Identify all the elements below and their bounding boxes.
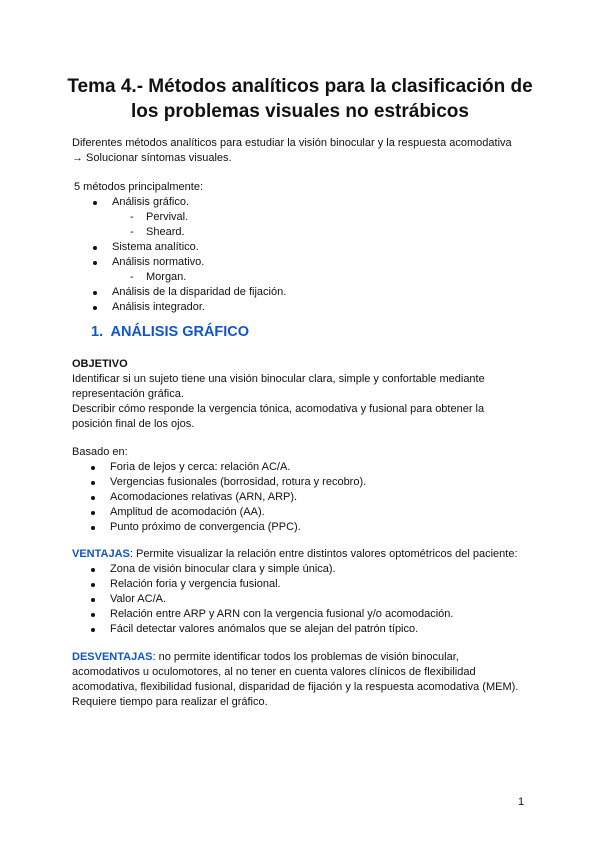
based-on-item: Acomodaciones relativas (ARN, ARP). <box>72 490 552 505</box>
intro-line-2: → Solucionar síntomas visuales. <box>72 152 232 164</box>
disadvantages-line: acomodativos u oculomotores, al no tener en cuenta valores clínicos de flexibilidad <box>72 666 476 678</box>
page-number: 1 <box>518 796 525 808</box>
advantage-item: Valor AC/A. <box>72 592 552 607</box>
based-on-heading: Basado en: <box>72 446 128 458</box>
advantage-item: Fácil detectar valores anómalos que se alejan del patrón típico. <box>72 622 552 637</box>
advantages-section <box>72 547 552 637</box>
disadvantages-intro <box>72 650 552 665</box>
method-item: Análisis normativo. <box>74 255 554 270</box>
title-line-1: Tema 4.- Métodos analíticos para la clasificación de <box>67 76 533 97</box>
section-heading <box>91 324 249 340</box>
based-on-section <box>72 445 552 535</box>
methods-section <box>74 180 554 315</box>
intro-paragraph <box>72 136 552 166</box>
objective-line: representación gráfica. <box>72 388 184 400</box>
section-number: 1. <box>91 324 104 340</box>
based-on-item: Punto próximo de convergencia (PPC). <box>72 520 552 535</box>
disadvantages-label: DESVENTAJAS <box>72 651 153 663</box>
objective-section <box>72 357 552 432</box>
method-item: Sistema analítico. <box>74 240 554 255</box>
objective-line: Describir cómo responde la vergencia tónica, acomodativa y fusional para obtener la <box>72 403 485 415</box>
page-title <box>40 74 560 124</box>
method-subitem: - Sheard. <box>74 225 554 240</box>
title-line-2: los problemas visuales no estrábicos <box>131 101 469 122</box>
disadvantages-line: acomodativa, flexibilidad fusional, disparidad de fijación y la respuesta acomodativa (MEM). <box>72 681 519 693</box>
method-item: Análisis integrador. <box>74 300 554 315</box>
advantages-label: VENTAJAS <box>72 548 130 560</box>
disadvantages-first-line: : no permite identificar todos los problemas de visión binocular, <box>152 651 459 663</box>
advantage-item: Relación entre ARP y ARN con la vergencia fusional y/o acomodación. <box>72 607 552 622</box>
method-item: Análisis gráfico. <box>74 195 554 210</box>
disadvantages-line: Requiere tiempo para realizar el gráfico. <box>72 696 268 708</box>
advantage-item: Relación foria y vergencia fusional. <box>72 577 552 592</box>
method-subitem: - Pervival. <box>74 210 554 225</box>
methods-heading: 5 métodos principalmente: <box>74 181 204 193</box>
advantages-intro <box>72 547 552 562</box>
objective-heading: OBJETIVO <box>72 358 128 370</box>
advantages-text: : Permite visualizar la relación entre distintos valores optométricos del paciente: <box>129 548 518 560</box>
objective-line: posición final de los ojos. <box>72 418 195 430</box>
advantage-item: Zona de visión binocular clara y simple única). <box>72 562 552 577</box>
disadvantages-section <box>72 650 552 710</box>
method-subitem: - Morgan. <box>74 270 554 285</box>
section-title: ANÁLISIS GRÁFICO <box>110 324 250 340</box>
based-on-item: Vergencias fusionales (borrosidad, rotura y recobro). <box>72 475 552 490</box>
objective-line: Identificar si un sujeto tiene una visión binocular clara, simple y confortable mediante <box>72 373 485 385</box>
intro-line-1: Diferentes métodos analíticos para estudiar la visión binocular y la respuesta acomodativa <box>72 137 512 149</box>
based-on-item: Amplitud de acomodación (AA). <box>72 505 552 520</box>
method-item: Análisis de la disparidad de fijación. <box>74 285 554 300</box>
based-on-item: Foria de lejos y cerca: relación AC/A. <box>72 460 552 475</box>
